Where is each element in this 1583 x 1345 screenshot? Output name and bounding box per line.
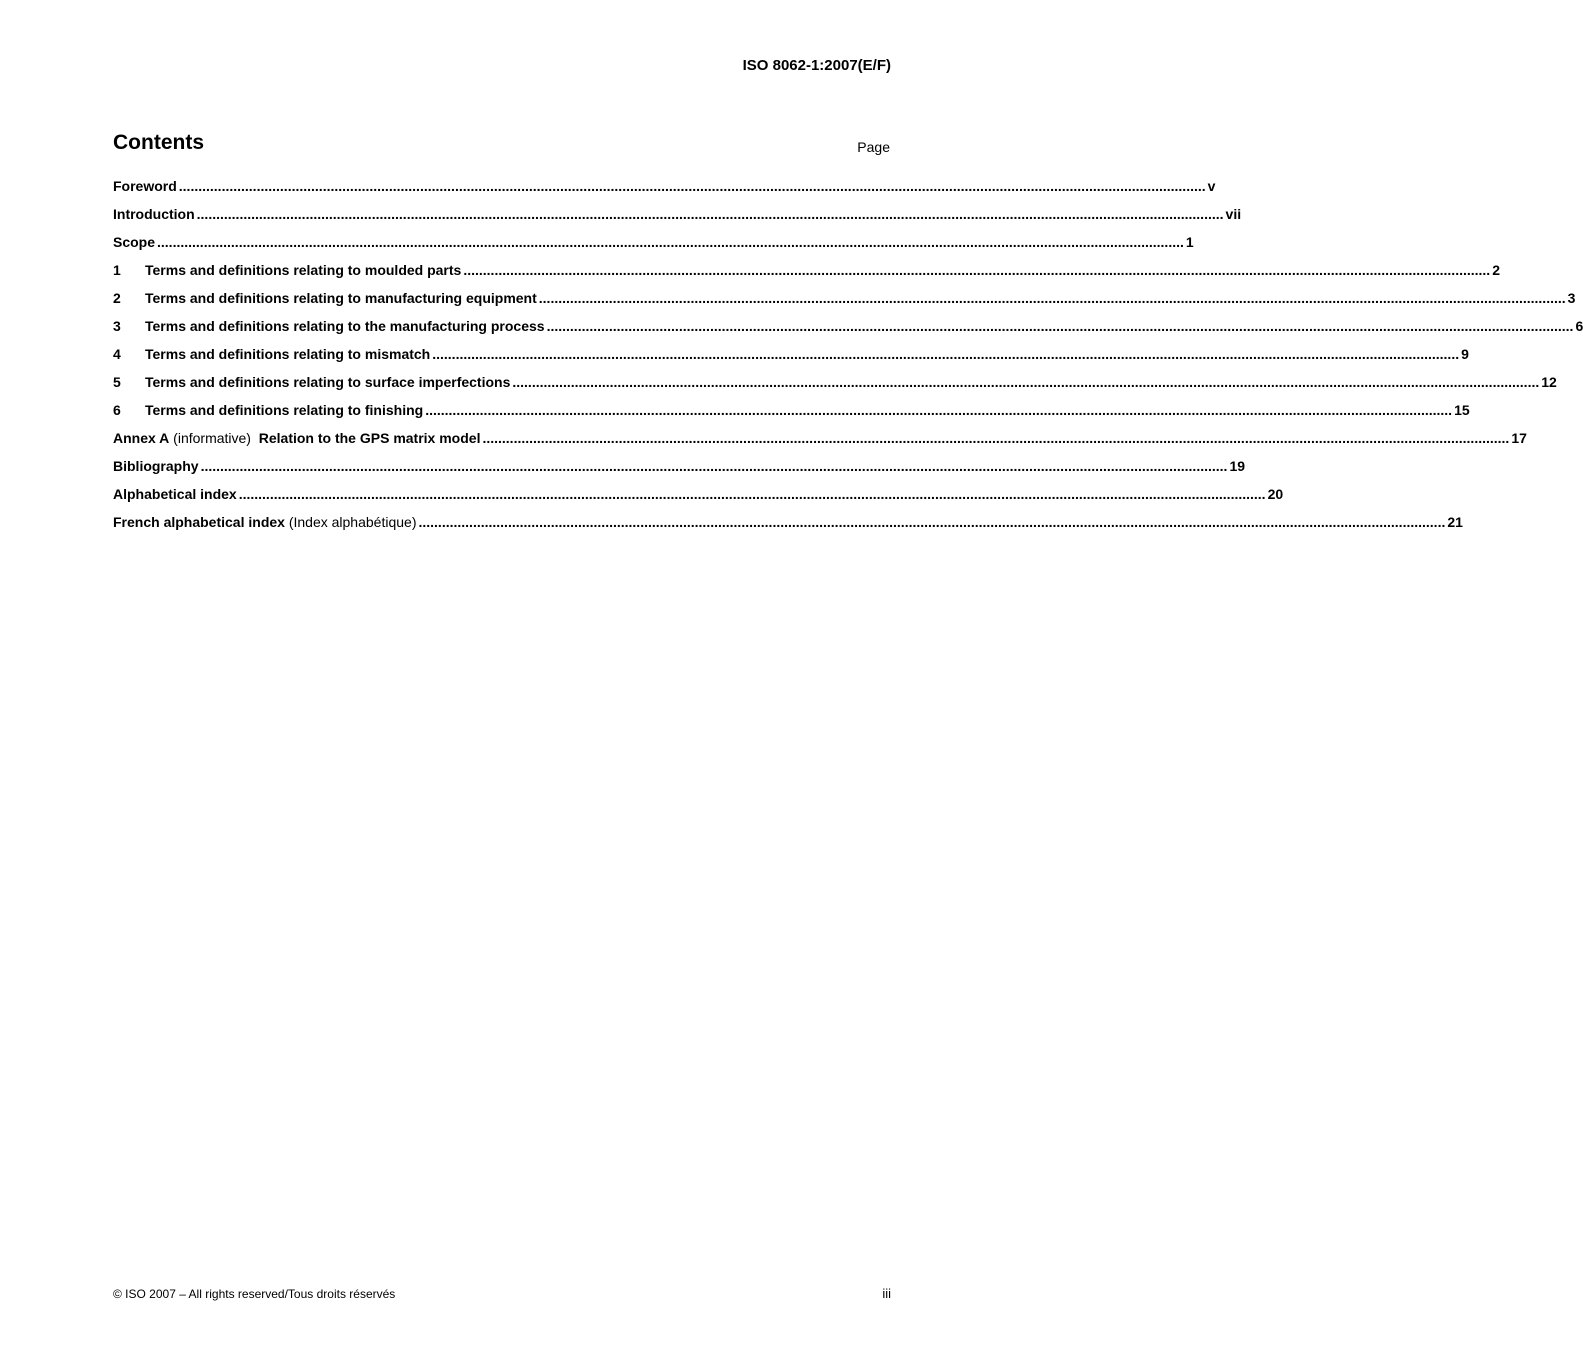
dot-leader xyxy=(539,290,1566,306)
toc-entry-number: 5 xyxy=(113,374,121,390)
toc-entry-number: 1 xyxy=(113,262,121,278)
toc-entry-title: Terms and definitions relating to the manufacturing process xyxy=(145,318,545,334)
toc-entry-annex-type: (informative) xyxy=(173,430,251,446)
toc-entry-title: Annex A xyxy=(113,430,170,446)
toc-entry-page: v xyxy=(1207,178,1216,194)
document-id: ISO 8062-1:2007(E/F) xyxy=(742,57,891,74)
dot-leader xyxy=(239,486,1266,502)
toc-entry-annex-a[interactable] xyxy=(113,430,1527,458)
toc-entry-page: 3 xyxy=(1567,290,1576,306)
toc-entry-page: 20 xyxy=(1267,486,1284,502)
dot-leader xyxy=(418,514,1445,530)
toc-entry-section-1[interactable] xyxy=(113,262,1500,290)
toc-entry-section-2[interactable] xyxy=(113,290,1576,318)
toc-entry-title: Introduction xyxy=(113,206,195,222)
toc-entry-page: 17 xyxy=(1511,430,1527,446)
page-column-label: Page xyxy=(857,139,890,155)
dot-leader xyxy=(432,346,1459,362)
toc-entry-title: Foreword xyxy=(113,178,177,194)
dot-leader xyxy=(425,402,1452,418)
toc-entry-title: Terms and definitions relating to finishing xyxy=(145,402,424,418)
table-of-contents xyxy=(113,178,1583,542)
toc-entry-number: 4 xyxy=(113,346,121,362)
toc-entry-introduction[interactable] xyxy=(113,206,1242,234)
toc-entry-title: Terms and definitions relating to moulded parts xyxy=(145,262,462,278)
toc-entry-page: 1 xyxy=(1185,234,1194,250)
toc-entry-number: 3 xyxy=(113,318,121,334)
toc-entry-foreword[interactable] xyxy=(113,178,1216,206)
toc-entry-title: Bibliography xyxy=(113,458,199,474)
dot-leader xyxy=(197,206,1224,222)
dot-leader xyxy=(463,262,1490,278)
toc-entry-scope[interactable] xyxy=(113,234,1194,262)
toc-entry-page: 12 xyxy=(1541,374,1557,390)
dot-leader xyxy=(201,458,1228,474)
toc-entry-title: Terms and definitions relating to mismatch xyxy=(145,346,431,362)
copyright-notice: © ISO 2007 – All rights reserved/Tous droits réservés xyxy=(113,1287,396,1301)
toc-entry-page: 19 xyxy=(1229,458,1246,474)
dot-leader xyxy=(179,178,1206,194)
page-number: iii xyxy=(882,1286,891,1301)
dot-leader xyxy=(512,374,1539,390)
toc-entry-number: 2 xyxy=(113,290,121,306)
toc-entry-page: vii xyxy=(1225,206,1242,222)
toc-entry-page: 6 xyxy=(1575,318,1583,334)
toc-entry-section-5[interactable] xyxy=(113,374,1557,402)
toc-entry-title: Terms and definitions relating to surface imperfections xyxy=(145,374,511,390)
toc-entry-french-index[interactable] xyxy=(113,514,1463,542)
toc-entry-page: 21 xyxy=(1447,514,1463,530)
toc-entry-title: Terms and definitions relating to manufacturing equipment xyxy=(145,290,537,306)
toc-entry-page: 2 xyxy=(1492,262,1500,278)
toc-entry-title: French alphabetical index xyxy=(113,514,285,530)
toc-entry-bibliography[interactable] xyxy=(113,458,1246,486)
toc-entry-section-6[interactable] xyxy=(113,402,1470,430)
toc-entry-annex-title: Relation to the GPS matrix model xyxy=(258,430,481,446)
contents-title: Contents xyxy=(113,131,204,154)
dot-leader xyxy=(482,430,1509,446)
toc-entry-number: 6 xyxy=(113,402,121,418)
toc-entry-page: 15 xyxy=(1454,402,1470,418)
dot-leader xyxy=(157,234,1184,250)
toc-entry-section-4[interactable] xyxy=(113,346,1469,374)
toc-entry-subtitle: (Index alphabétique) xyxy=(288,514,417,530)
toc-entry-alphabetical-index[interactable] xyxy=(113,486,1284,514)
toc-entry-page: 9 xyxy=(1461,346,1469,362)
dot-leader xyxy=(547,318,1574,334)
toc-entry-title: Scope xyxy=(113,234,156,250)
toc-entry-section-3[interactable] xyxy=(113,318,1583,346)
toc-entry-title: Alphabetical index xyxy=(113,486,237,502)
